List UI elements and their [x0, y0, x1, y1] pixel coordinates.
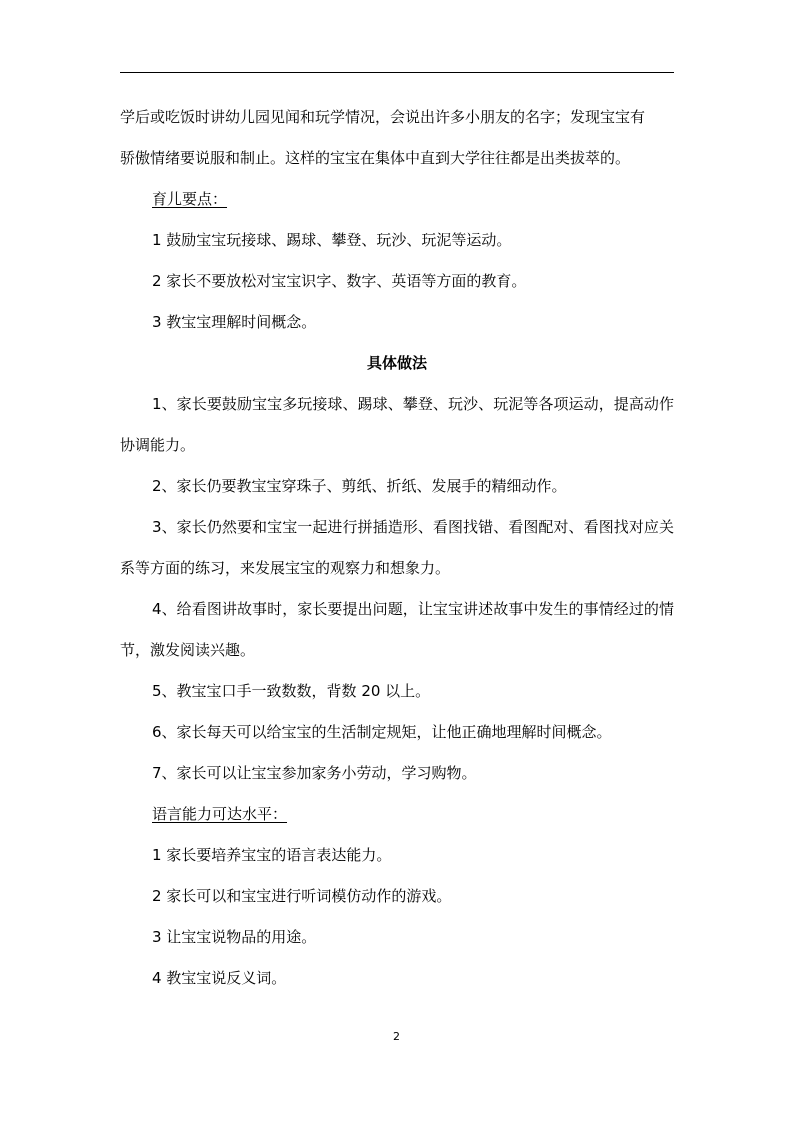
method-item: 2、家长仍要教宝宝穿珠子、剪纸、折纸、发展手的精细动作。 [152, 477, 567, 495]
method-item: 3、家长仍然要和宝宝一起进行拼插造形、看图找错、看图配对、看图找对应关系等方面的练习，来发展宝宝的观察力和想象力。 [120, 518, 674, 577]
language-point-item: 4 教宝宝说反义词。 [152, 969, 287, 987]
method-item: 5、教宝宝口手一致数数，背数 20 以上。 [152, 682, 431, 700]
language-point-item: 1 家长要培养宝宝的语言表达能力。 [152, 846, 392, 864]
method-item: 7、家长可以让宝宝参加家务小劳动，学习购物。 [152, 764, 477, 782]
method-item: 4、给看图讲故事时，家长要提出问题，让宝宝讲述故事中发生的事情经过的情节，激发阅读兴趣。 [120, 600, 674, 659]
language-label: 语言能力可达水平： [152, 805, 288, 823]
page-number: 2 [393, 1030, 400, 1043]
header-rule [120, 72, 674, 73]
method-item: 1、家长要鼓励宝宝多玩接球、踢球、攀登、玩沙、玩泥等各项运动，提高动作协调能力。 [120, 395, 674, 454]
language-point-item: 2 家长可以和宝宝进行听词模仿动作的游戏。 [152, 887, 452, 905]
language-point-item: 3 让宝宝说物品的用途。 [152, 928, 317, 946]
intro-line-1: 学后或吃饭时讲幼儿园见闻和玩学情况，会说出许多小朋友的名字；发现宝宝有 [120, 108, 646, 126]
key-point-item: 2 家长不要放松对宝宝识字、数字、英语等方面的教育。 [152, 272, 527, 290]
page-body [120, 97, 674, 999]
language-label-paragraph [120, 794, 674, 835]
key-point-item: 3 教宝宝理解时间概念。 [152, 313, 317, 331]
intro-line-2: 骄傲情绪要说服和制止。这样的宝宝在集体中直到大学往往都是出类拔萃的。 [120, 149, 631, 167]
key-point-item: 1 鼓励宝宝玩接球、踢球、攀登、玩沙、玩泥等运动。 [152, 231, 512, 249]
key-points-label-paragraph [120, 179, 674, 220]
methods-heading: 具体做法 [366, 354, 427, 372]
method-item: 6、家长每天可以给宝宝的生活制定规矩，让他正确地理解时间概念。 [152, 723, 612, 741]
key-points-label: 育儿要点： [152, 190, 228, 208]
